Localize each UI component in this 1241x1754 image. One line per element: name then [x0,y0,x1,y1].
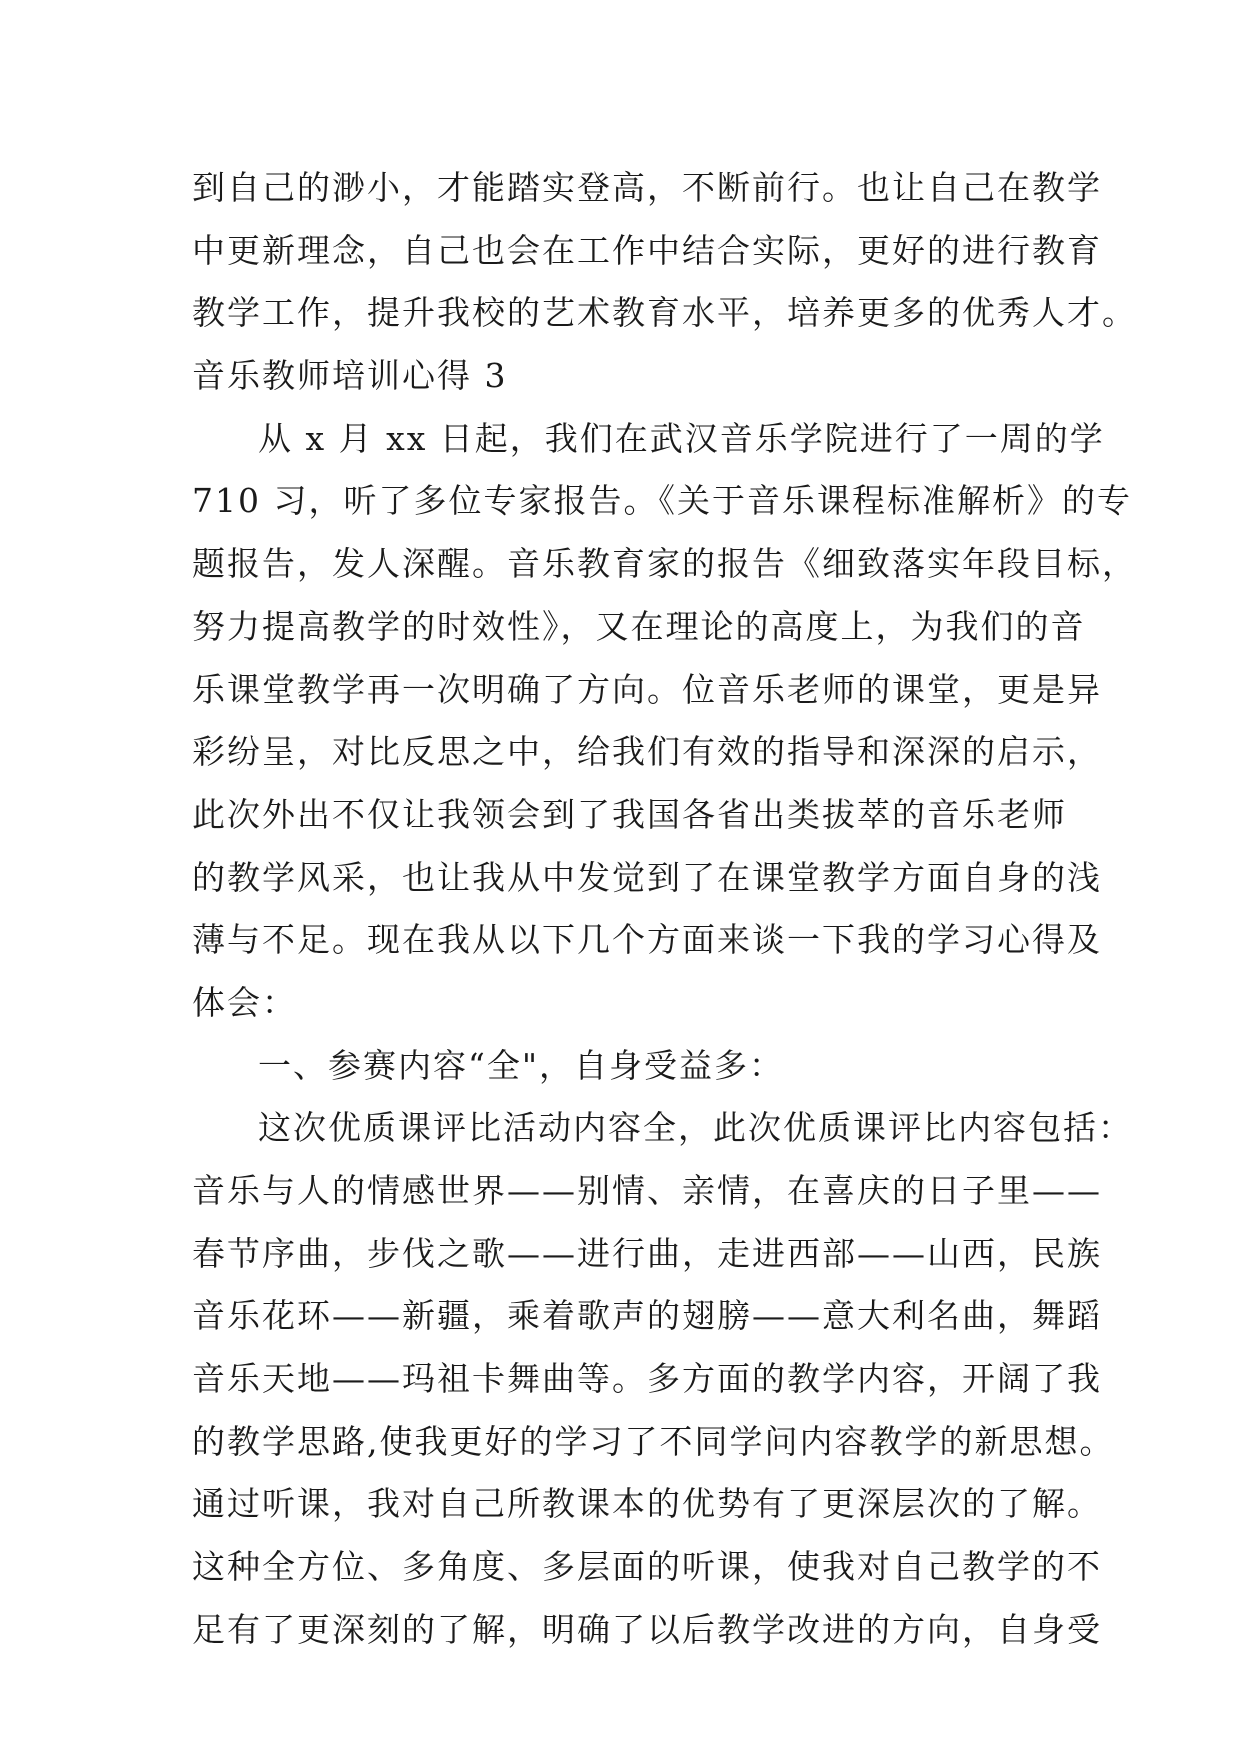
text-line: 的教学风采，也让我从中发觉到了在课堂教学方面自身的浅 [192,857,1102,897]
text-line: 710 习，听了多位专家报告。《关于音乐课程标准解析》的专 [192,481,1132,521]
text-line: 音乐天地——玛祖卡舞曲等。多方面的教学内容，开阔了我 [192,1359,1102,1399]
text-line: 这种全方位、多角度、多层面的听课，使我对自己教学的不 [192,1547,1102,1587]
text-line: 音乐花环——新疆，乘着歌声的翅膀——意大利名曲，舞蹈 [192,1296,1102,1336]
text-line: 足有了更深刻的了解，明确了以后教学改进的方向，自身受 [192,1609,1102,1649]
body-text [192,157,1137,1662]
text-line: 音乐与人的情感世界——别情、亲情，在喜庆的日子里—— [192,1171,1102,1210]
text-line: 努力提高教学的时效性》，又在理论的高度上，为我们的音 [192,606,1086,646]
section-heading: 音乐教师培训心得 3 [192,356,508,396]
text-line: 的教学思路,使我更好的学习了不同学问内容教学的新思想。 [192,1421,1115,1461]
text-line: 彩纷呈，对比反思之中，给我们有效的指导和深深的启示， [192,732,1102,772]
text-line: 乐课堂教学再一次明确了方向。位音乐老师的课堂，更是异 [192,669,1102,709]
text-line: 到自己的渺小，才能踏实登高，不断前行。也让自己在教学 [192,168,1102,207]
text-line: 这次优质课评比活动内容全，此次优质课评比内容包括： [258,1108,1133,1148]
text-line: 春节序曲，步伐之歌——进行曲，走进西部——山西，民族 [192,1233,1102,1273]
text-line: 通过听课，我对自己所教课本的优势有了更深层次的了解。 [192,1484,1102,1524]
text-line: 薄与不足。现在我从以下几个方面来谈一下我的学习心得及 [192,920,1102,960]
subheading-line: 一、参赛内容“全"，自身受益多： [258,1045,785,1085]
text-line: 体会： [192,982,297,1022]
text-line: 教学工作，提升我校的艺术教育水平，培养更多的优秀人才。 [192,293,1137,333]
text-line: 中更新理念，自己也会在工作中结合实际，更好的进行教育 [192,230,1102,270]
text-line: 题报告，发人深醒。音乐教育家的报告《细致落实年段目标， [192,544,1137,584]
text-line: 此次外出不仅让我领会到了我国各省出类拔萃的音乐老师 [192,794,1067,834]
text-line: 从 x 月 xx 日起，我们在武汉音乐学院进行了一周的学 [258,418,1105,458]
